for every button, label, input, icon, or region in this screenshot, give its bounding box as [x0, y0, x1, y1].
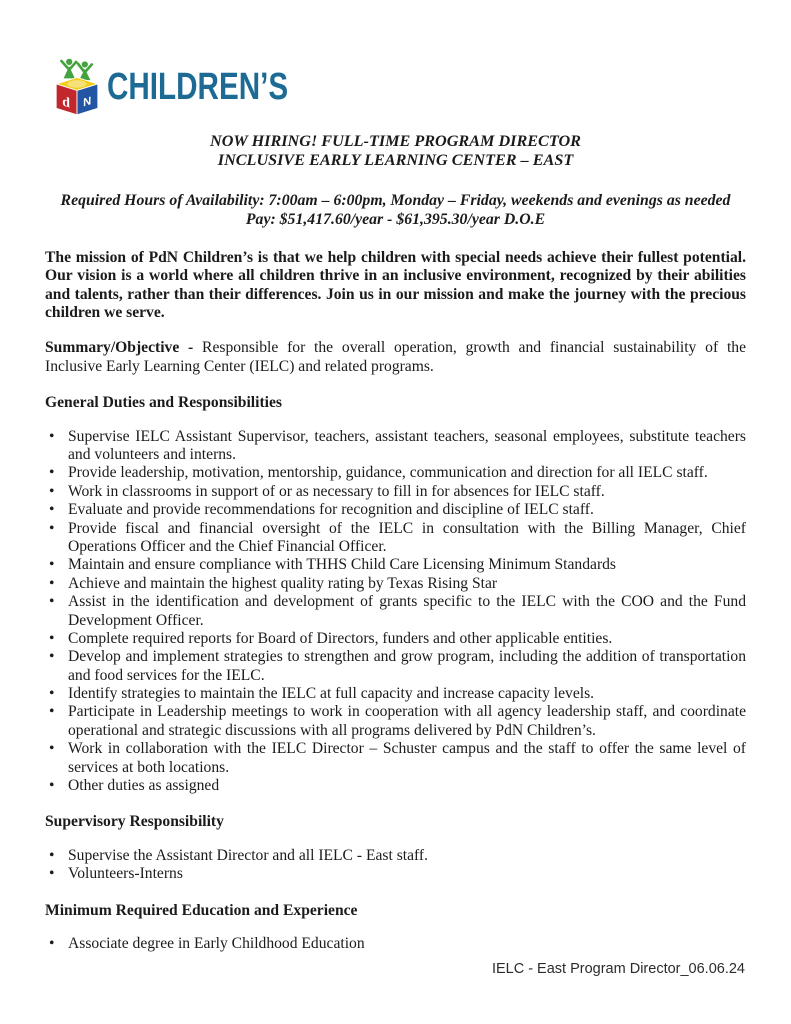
logo: [51, 54, 746, 120]
bullet-item: • Achieve and maintain the highest quality rating by Texas Rising Star: [45, 575, 746, 593]
child-figure-left: [61, 59, 76, 79]
hours-and-pay: [45, 192, 746, 229]
pay-line: Pay: $51,417.60/year - $61,395.30/year D.O.E: [245, 210, 546, 228]
summary-objective: [45, 339, 746, 376]
bullet-item: • Work in collaboration with the IELC Director – Schuster campus and the staff to offer the same level of services at both locations.: [45, 740, 746, 777]
document-footer: IELC - East Program Director_06.06.24: [491, 960, 745, 977]
bullet-item: • Identify strategies to maintain the IELC at full capacity and increase capacity levels.: [45, 685, 746, 703]
bullet-item: • Supervise the Assistant Director and all IELC - East staff.: [45, 847, 746, 865]
block-letter-d: d: [62, 93, 70, 112]
mission-statement: The mission of PdN Children’s is that we help children with special needs achieve their fullest potential. Our vision is a world where all children thrive in an inclusive environment, recognized by their abilities and talents, rather than their differences. Join us in our mission and make the journey with the precious children we serve.: [45, 248, 746, 322]
bullet-item: • Provide fiscal and financial oversight of the IELC in consultation with the Billing Manager, Chief Operations Officer and the Chief Financial Officer.: [45, 520, 746, 557]
job-posting-title: [45, 132, 746, 169]
job-title-line1: NOW HIRING! FULL-TIME PROGRAM DIRECTOR: [210, 132, 581, 150]
minimum-education-list: [45, 935, 746, 953]
child-figure-right: [78, 61, 92, 80]
bullet-item: • Assist in the identification and development of grants specific to the IELC with the COO and the Fund Development Officer.: [45, 593, 746, 630]
bullet-item: • Evaluate and provide recommendations for recognition and discipline of IELC staff.: [45, 501, 746, 519]
bullet-item: • Work in classrooms in support of or as necessary to fill in for absences for IELC staff.: [45, 483, 746, 501]
bullet-item: • Associate degree in Early Childhood Education: [45, 935, 746, 953]
bullet-item: • Provide leadership, motivation, mentorship, guidance, communication and direction for all IELC staff.: [45, 464, 746, 482]
bullet-item: • Supervise IELC Assistant Supervisor, teachers, assistant teachers, seasonal employees, substitute teachers and volunteers and interns.: [45, 428, 746, 465]
supervisory-responsibility-list: [45, 847, 746, 884]
section-heading-minimum-education: Minimum Required Education and Experience: [45, 901, 358, 919]
children-block-logo-icon: [51, 54, 103, 120]
required-hours-line: Required Hours of Availability: 7:00am – 6:00pm, Monday – Friday, weekends and evenings as needed: [60, 192, 731, 210]
block-letter-n: N: [83, 95, 92, 110]
general-duties-list: [45, 428, 746, 796]
section-heading-supervisory-responsibility: Supervisory Responsibility: [45, 813, 224, 831]
logo-brand-text: CHILDREN’S: [107, 65, 289, 108]
bullet-item: • Maintain and ensure compliance with THHS Child Care Licensing Minimum Standards: [45, 556, 746, 574]
job-title-line2: INCLUSIVE EARLY LEARNING CENTER – EAST: [217, 150, 574, 169]
summary-text: Responsible for the overall operation, growth and financial sustainability of the Inclusive Early Learning Center (IELC) and related programs.: [45, 339, 746, 375]
bullet-item: • Other duties as assigned: [45, 777, 746, 795]
bullet-item: • Complete required reports for Board of Directors, funders and other applicable entities.: [45, 630, 746, 648]
section-heading-general-duties: General Duties and Responsibilities: [45, 394, 282, 412]
bullet-item: • Participate in Leadership meetings to work in cooperation with all agency leadership staff, and coordinate operational and strategic discussions with all programs delivered by PdN Children’s.: [45, 703, 746, 740]
bullet-item: • Develop and implement strategies to strengthen and grow program, including the addition of transportation and food services for the IELC.: [45, 648, 746, 685]
bullet-item: • Volunteers-Interns: [45, 865, 746, 883]
summary-label: Summary/Objective -: [45, 339, 203, 357]
